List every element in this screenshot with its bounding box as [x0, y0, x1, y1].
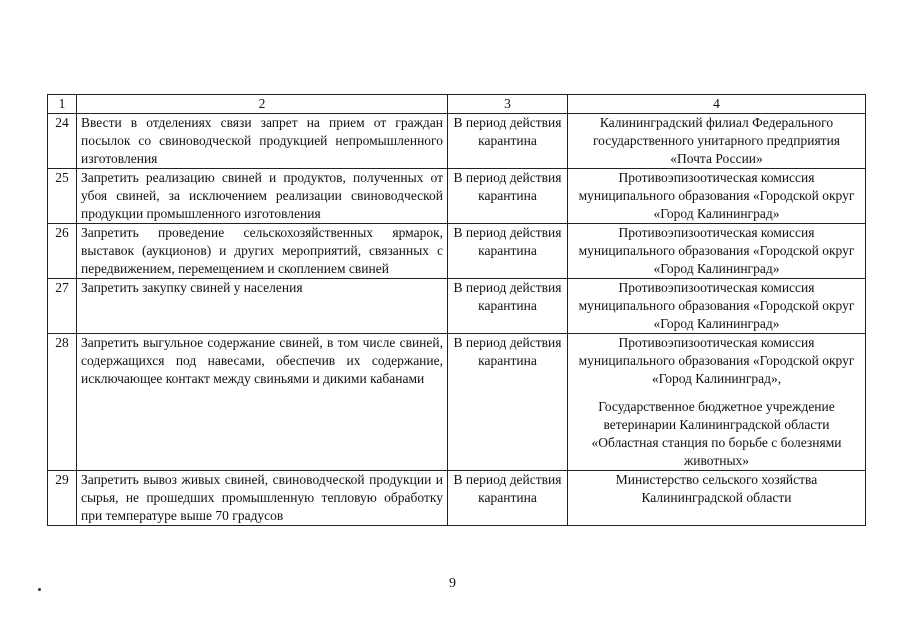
header-col-4: 4 [568, 95, 866, 114]
responsible-entry: Противоэпизоотическая комиссия муниципального образования «Городской округ «Город Калининград», [578, 335, 855, 386]
row-responsible [568, 334, 866, 471]
header-col-2: 2 [77, 95, 448, 114]
measures-table [47, 94, 866, 526]
row-action: Запретить вывоз живых свиней, свиноводческой продукции и сырья, не прошедших промышленную тепловую обработку при температуре выше 70 градусов [77, 471, 448, 526]
responsible-entry: Калининградский филиал Федерального государственного унитарного предприятия «Почта России» [592, 115, 841, 166]
responsible-entry: Государственное бюджетное учреждение ветеринарии Калининградской области «Областная станция по борьбе с болезнями животных» [591, 399, 842, 468]
row-action: Запретить закупку свиней у населения [77, 279, 448, 334]
row-number: 24 [48, 114, 77, 169]
row-responsible [568, 224, 866, 279]
row-number: 29 [48, 471, 77, 526]
row-action: Запретить выгульное содержание свиней, в том числе свиней, содержащихся под навесами, обеспечив их содержание, исключающее контакт между свиньями и дикими кабанами [77, 334, 448, 471]
responsible-entry: Противоэпизоотическая комиссия муниципального образования «Городской округ «Город Калининград» [578, 170, 855, 221]
row-responsible [568, 471, 866, 526]
row-term: В период действия карантина [448, 334, 568, 471]
header-col-3: 3 [448, 95, 568, 114]
responsible-entry: Противоэпизоотическая комиссия муниципального образования «Городской округ «Город Калининград» [578, 225, 855, 276]
row-number: 25 [48, 169, 77, 224]
row-action: Запретить проведение сельскохозяйственных ярмарок, выставок (аукционов) и других мероприятий, связанных с передвижением, перемещением и скоплением свиней [77, 224, 448, 279]
row-responsible [568, 279, 866, 334]
table-row [48, 334, 866, 471]
row-responsible [568, 169, 866, 224]
row-term: В период действия карантина [448, 224, 568, 279]
row-number: 28 [48, 334, 77, 471]
row-responsible [568, 114, 866, 169]
row-term: В период действия карантина [448, 279, 568, 334]
table-header-row [48, 95, 866, 114]
row-term: В период действия карантина [448, 114, 568, 169]
entry-spacer [572, 388, 861, 398]
row-number: 26 [48, 224, 77, 279]
responsible-entry: Противоэпизоотическая комиссия муниципального образования «Городской округ «Город Калининград» [578, 280, 855, 331]
table-row [48, 471, 866, 526]
row-action: Ввести в отделениях связи запрет на прием от граждан посылок со свиноводческой продукцией непромышленного изготовления [77, 114, 448, 169]
table-row [48, 279, 866, 334]
row-term: В период действия карантина [448, 169, 568, 224]
page-number: 9 [449, 576, 456, 591]
table-row [48, 224, 866, 279]
row-term: В период действия карантина [448, 471, 568, 526]
row-action: Запретить реализацию свиней и продуктов, полученных от убоя свиней, за исключением реализации свиноводческой продукции промышленного изготовления [77, 169, 448, 224]
header-col-1: 1 [48, 95, 77, 114]
row-number: 27 [48, 279, 77, 334]
responsible-entry: Министерство сельского хозяйства Калининградской области [615, 472, 818, 505]
scan-speck [38, 588, 41, 591]
table-row [48, 114, 866, 169]
table-row [48, 169, 866, 224]
